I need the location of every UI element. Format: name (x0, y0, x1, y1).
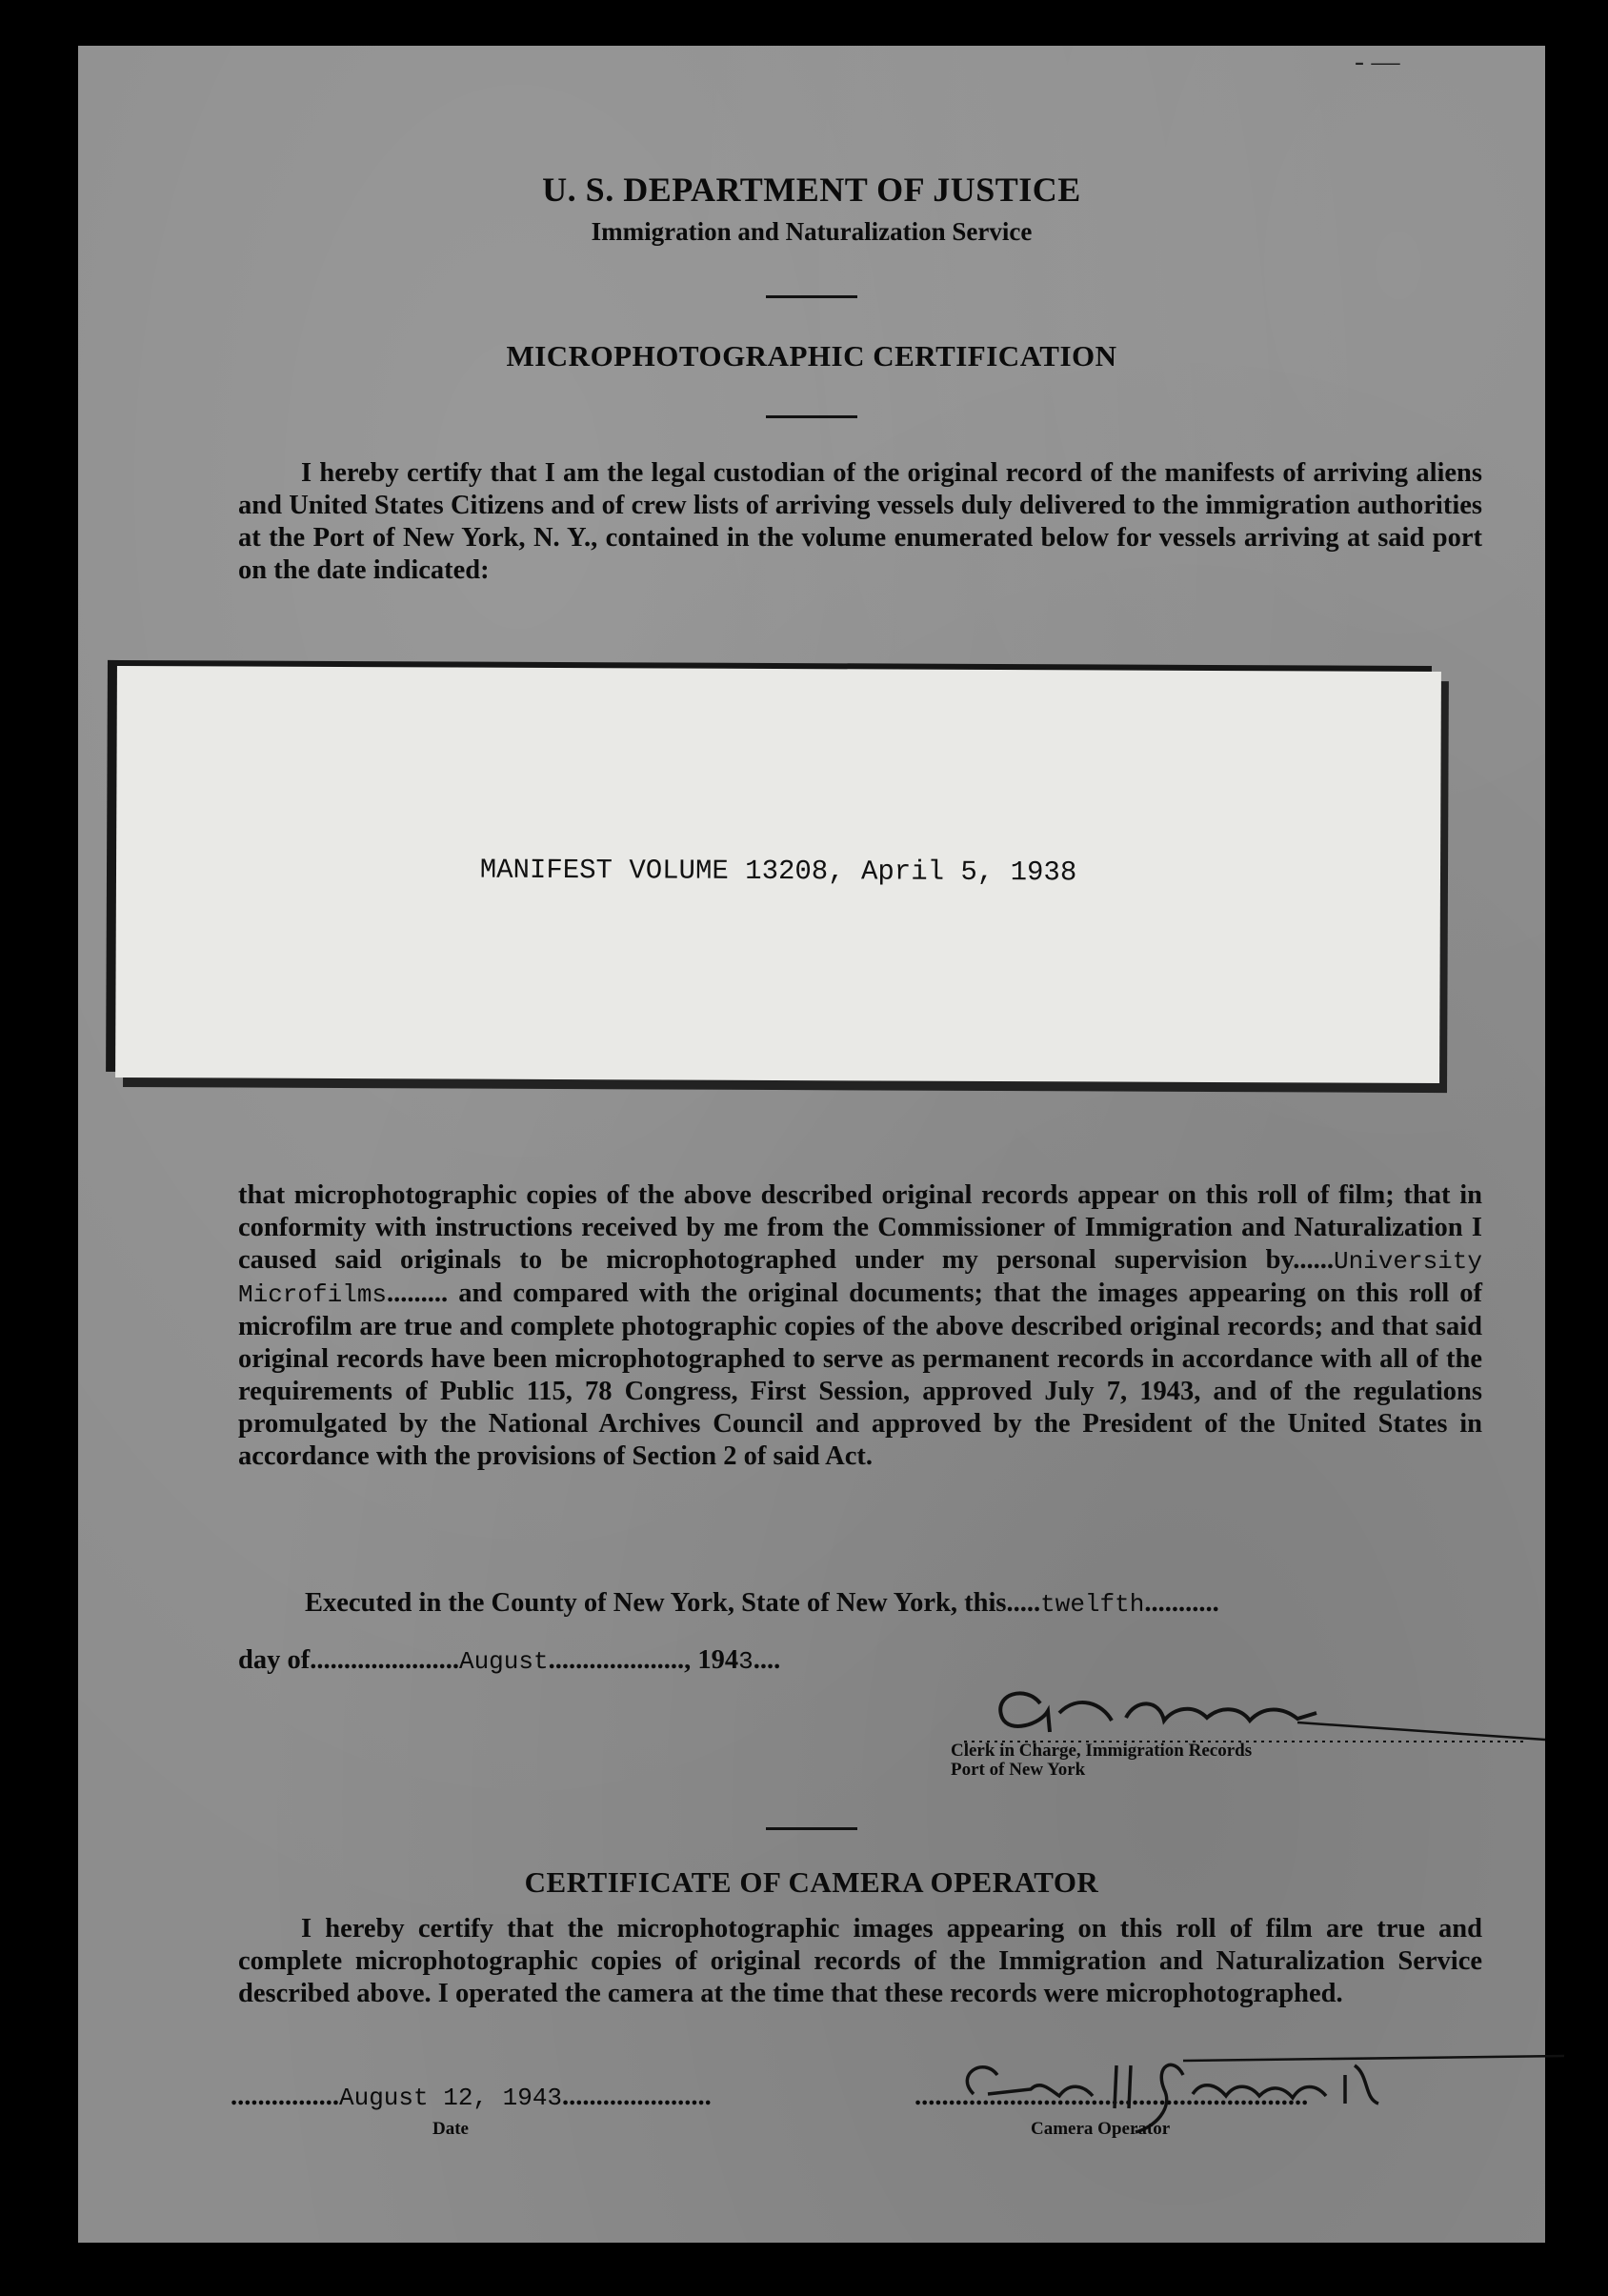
manifest-volume-text: MANIFEST VOLUME 13208, April 5, 1938 (479, 854, 1077, 889)
clerk-title-line1: Clerk in Charge, Immigration Records (951, 1741, 1253, 1761)
execution-day: twelfth (1040, 1590, 1145, 1619)
body-text-part2: and compared with the original documents; that the images appearing on this roll of microfilm are true and complete photographic copies of the above described original records; and that said original records have been microphotographed to serve as permanent records in accordance with all of the requirements of Public 115, 78 Congress, First Session, approved July 7, 1943, and of the regulations promulgated by the National Archives Council and approved by the President of the United States in accordance with the provisions of Section 2 of said Act. (238, 1279, 1483, 1471)
corner-marks: - ― (1355, 46, 1400, 77)
operator-line: .......................................................... (915, 2082, 1309, 2111)
body-text-part1: that microphotographic copies of the above described original records appear on this roll of film; that in conformity with instructions received by me from the Commissioner of Immigration and Naturalization I caused said originals to be microphotographed under my personal supervision by (238, 1180, 1482, 1275)
certification-body: that microphotographic copies of the above described original records appear on this roll of film; that in conformity with instructions received by me from the Commissioner of Immigration and Naturalization I caused said originals to be microphotographed under my personal supervision by......University Microfilms......... and compared with the original documents; that the images appearing on this roll of microfilm are true and complete photographic copies of the above described original records; and that said original records have been microphotographed to serve as permanent records in accordance with all of the requirements of Public 115, 78 Congress, First Session, approved July 7, 1943, and of the regulations promulgated by the National Archives Council and approved by the President of the United States in accordance with the provisions of Section 2 of said Act. (238, 1180, 1483, 1471)
divider (766, 415, 857, 418)
intro-paragraph: I hereby certify that I am the legal custodian of the original record of the manifests of arriving aliens and United States Citizens and of crew lists of arriving vessels duly delivered to the immigration authorities at the Port of New York, N. Y., contained in the volume enumerated below for vessels arriving at said port on the date indicated: (238, 458, 1482, 585)
clerk-signature (935, 1665, 1545, 1751)
execution-month: August (458, 1647, 549, 1676)
execution-prefix: Executed in the County of New York, State of New York, this (305, 1588, 1007, 1618)
camera-operator-label: Camera Operator (1031, 2119, 1171, 2139)
divider (766, 1827, 857, 1830)
camera-operator-title: CERTIFICATE OF CAMERA OPERATOR (524, 1865, 1099, 1899)
date-label: Date (432, 2119, 469, 2139)
clerk-title-line2: Port of New York (951, 1760, 1086, 1780)
manifest-slip (115, 666, 1441, 1083)
department-heading: U. S. DEPARTMENT OF JUSTICE (542, 171, 1081, 209)
date-line: ................August 12, 1943...................... (231, 2082, 712, 2112)
certificate-page (78, 46, 1545, 2243)
service-subheading: Immigration and Naturalization Service (591, 217, 1033, 246)
camera-date-value: August 12, 1943 (339, 2084, 563, 2112)
day-of-line: day of......................August...................., 1943.... (238, 1645, 781, 1676)
certification-title: MICROPHOTOGRAPHIC CERTIFICATION (506, 339, 1117, 373)
divider (766, 295, 857, 298)
camera-operator-signature (897, 2037, 1608, 2142)
execution-year-prefix: , 194 (684, 1645, 739, 1675)
execution-year-digit: 3 (738, 1647, 754, 1676)
day-of-label: day of (238, 1645, 311, 1675)
camera-operator-paragraph: I hereby certify that the microphotographic images appearing on this roll of film are true and complete microphotographic copies of original records of the Immigration and Naturalization Service described above. I operated the camera at the time that these records were microphotographed. (238, 1914, 1482, 2008)
filmer-name: University Microfilms (238, 1247, 1482, 1309)
execution-line: Executed in the County of New York, State of New York, this.....twelfth........... (305, 1588, 1219, 1619)
clerk-title (951, 1742, 1252, 1780)
